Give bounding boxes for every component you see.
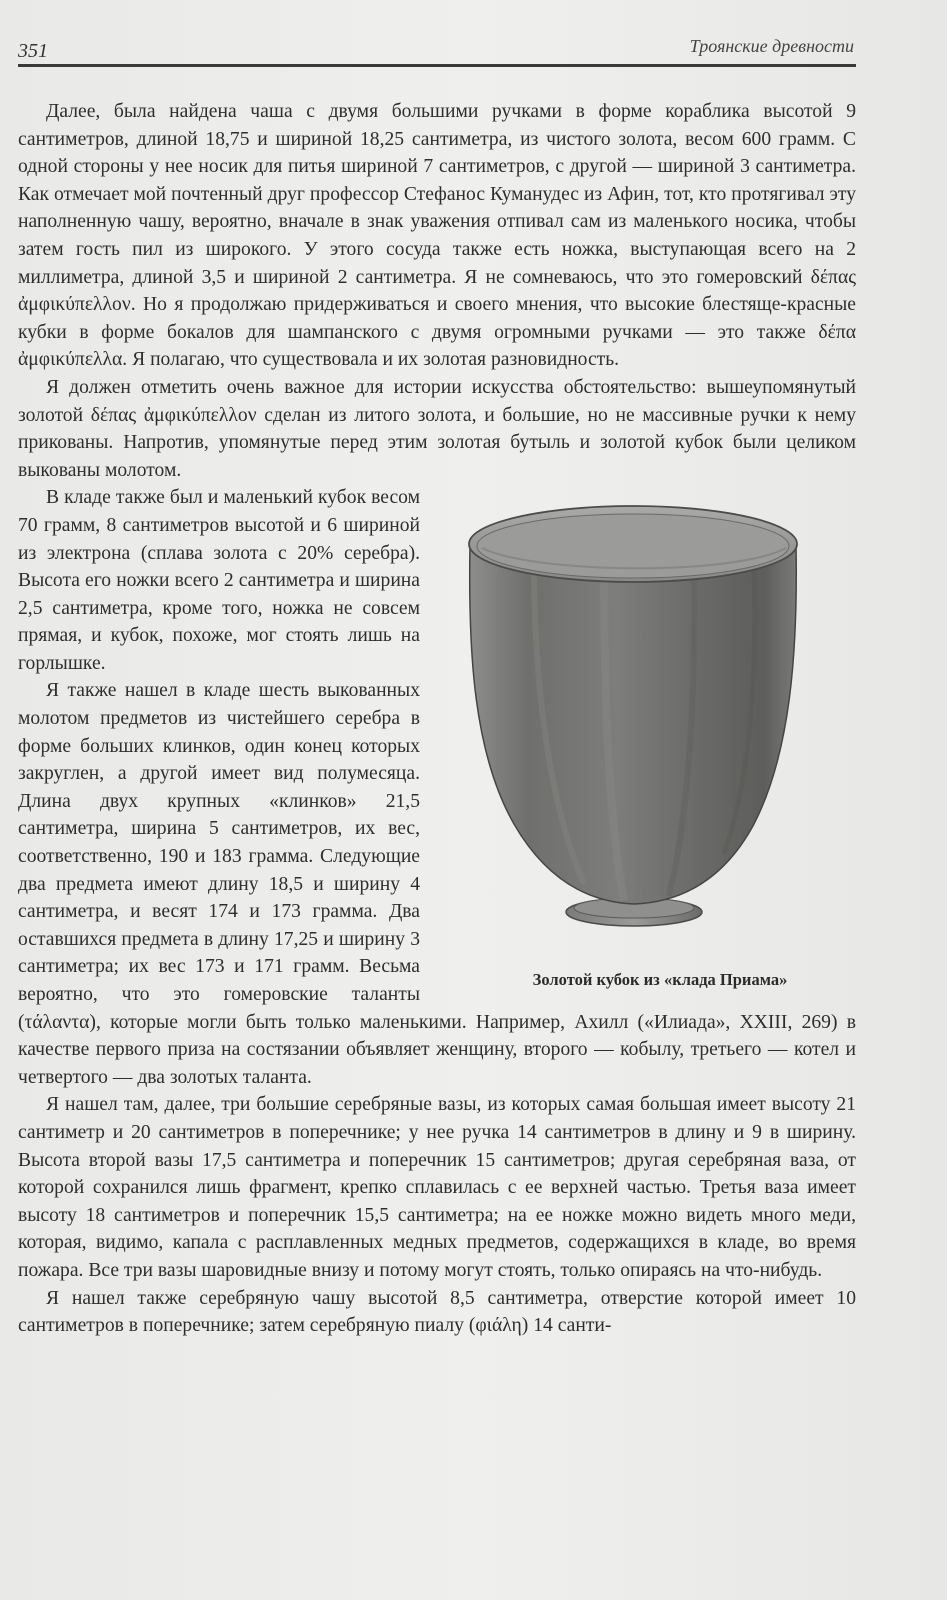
paragraph: Я также нашел в кладе шесть выкованных молотом предметов из чистейшего серебра в форме больших клинков, один конец которых закруглен, а другой имеет вид полумесяца. Длина двух крупных «клинков» 21,5 сантиметра, ширина 5 сантиметров, их вес, соответственно, 190 и 183 грамма. Следующие два предмета имеют длину 18,5 и ширину 4 сантиметра, и весят 174 и 173 грамма. Два оставшихся предмета в длину 17,25 и ширину 3 сантиметра; их вес 173 и 171 грамм. Весьма вероятно, что это гомеровские таланты (τάλαντα), которые могли быть только маленькими. Например, Ахилл («Илиада», XXIII, 269) в качестве первого приза на состязании объявляет женщину, второго — кобылу, третьего — котел и четвертого — два золотых таланта. (18, 680, 856, 1088)
body-text (18, 98, 856, 1340)
page-header (18, 32, 854, 66)
header-rule (18, 64, 856, 67)
paragraph: Я нашел также серебряную чашу высотой 8,5 сантиметра, отверстие которой имеет 10 сантиметров в поперечнике; затем серебряную пиалу (φιάλη) 14 санти- (18, 1287, 856, 1337)
paragraph: Я нашел там, далее, три большие серебряные вазы, из которых самая большая имеет высоту 21 сантиметр и 20 сантиметров в поперечнике; у нее ручка 14 сантиметров в длину и 9 в ширину. Высота второй вазы 17,5 сантиметра и поперечник 15 сантиметров; другая серебряная ваза, от которой сохранился лишь фрагмент, крепко сплавилась с ее верхней частью. Третья ваза имеет высоту 18 сантиметров и поперечник 15,5 сантиметра; на ее ножке можно видеть много меди, которая, видимо, капала с расплавленных медных предметов, содержащихся в кладе, во время пожара. Все три вазы шаровидные внизу и потому могут стоять, только опираясь на что-нибудь. (18, 1094, 856, 1281)
figure (464, 504, 856, 1004)
running-title: Троянские древности (689, 36, 854, 56)
paragraph: В кладе также был и маленький кубок весом 70 грамм, 8 сантиметров высотой и 6 шириной из электрона (сплава золота с 20% серебра). Высота его ножки всего 2 сантиметра и ширина 2,5 сантиметра, кроме того, ножка не совсем прямая, и кубок, похоже, мог стоять лишь на горлышке. (18, 487, 420, 674)
paragraph: Далее, была найдена чаша с двумя большими ручками в форме кораблика высотой 9 сантиметров, длиной 18,75 и шириной 18,25 сантиметра, из чистого золота, весом 600 грамм. С одной стороны у нее носик для питья шириной 7 сантиметров, с другой — шириной 3 сантиметра. Как отмечает мой почтенный друг профессор Стефанос Куманудес из Афин, тот, кто протягивал эту наполненную чашу, вероятно, вначале в знак уважения отпивал сам из маленького носика, чтобы затем гость пил из широкого. У этого сосуда также есть ножка, выступающая всего на 2 миллиметра, длиной 3,5 и шириной 2 сантиметра. Я не сомневаюсь, что это гомеровский δέπας ἀμφικύπελλον. Но я продолжаю придерживаться и своего мнения, что высокие блестяще-красные кубки в форме бокалов для шампанского с двумя огромными ручками — это также δέπα ἀμφικύπελλα. Я полагаю, что существовала и их золотая разновидность. (18, 101, 856, 371)
page-number: 351 (18, 40, 48, 62)
paragraph: Я должен отметить очень важное для истории искусства обстоятельство: вышеупомянутый золотой δέπας ἀμφικύπελλον сделан из литого золота, и большие, но не массивные ручки к нему прикованы. Напротив, упомянутые перед этим золотая бутыль и золотой кубок были целиком выкованы молотом. (18, 376, 856, 481)
golden-cup-illustration (464, 504, 856, 954)
figure-caption: Золотой кубок из «клада Приама» (532, 970, 788, 990)
